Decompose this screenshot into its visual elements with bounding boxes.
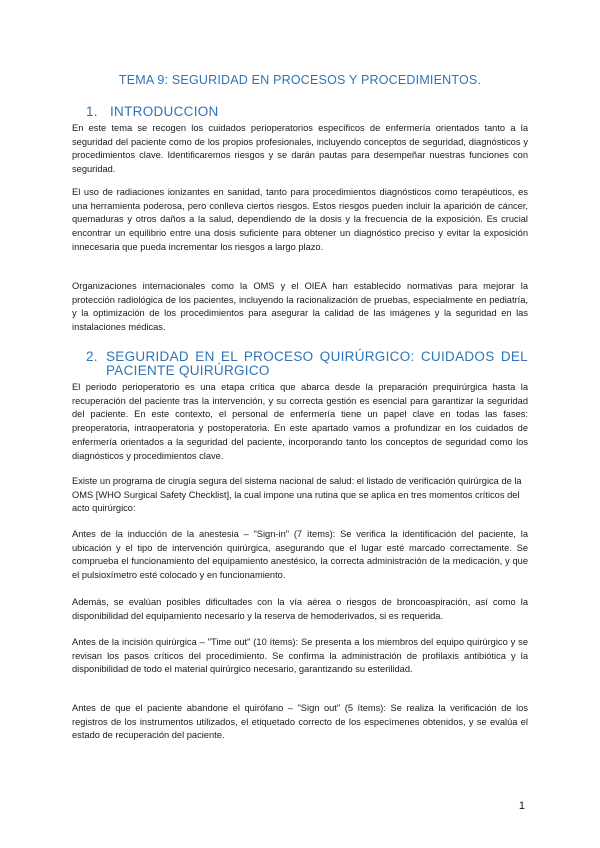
paragraph: En este tema se recogen los cuidados perioperatorios específicos de enfermería orientados tanto a la seguridad del paciente como de los propios profesionales, incluyendo conceptos de seguridad, diagnósticos y procedimientos clave. Identificaremos riesgos y se darán pautas para desempeñar nuestras funciones con seguridad. xyxy=(72,123,528,175)
section-heading-line1: SEGURIDAD EN EL PROCESO QUIRÚRGICO: CUIDADOS DEL xyxy=(106,349,528,364)
section-number: 1. xyxy=(86,104,98,119)
page-number: 1 xyxy=(518,800,525,812)
section-number: 2. xyxy=(86,349,98,364)
section-heading-line1-row xyxy=(86,350,528,364)
section-heading-line2: PACIENTE QUIRÚRGICO xyxy=(106,363,270,378)
paragraph: Existe un programa de cirugía segura del sistema nacional de salud: el listado de verificación quirúrgica de la OMS [WHO Surgical Safety Checklist], la cual impone una rutina que se aplica en tres momentos críticos del acto quirúrgico: xyxy=(72,476,522,514)
section-heading-introduccion xyxy=(86,105,528,119)
paragraph: Antes de que el paciente abandone el quirófano – "Sign out" (5 ítems): Se realiza la verificación de los registros de los instrumentos utilizados, el etiquetado correcto de los especímenes obtenidos, y se evalúa el estado de recuperación del paciente. xyxy=(72,703,528,741)
paragraph: El uso de radiaciones ionizantes en sanidad, tanto para procedimientos diagnósticos como terapéuticos, es una herramienta poderosa, pero conlleva ciertos riesgos. Estos riesgos pueden incluir la aparición de cáncer, quemaduras y otros daños a la salud, dependiendo de la dosis y la frecuencia de la exposición. Es crucial encontrar un equilibrio entre una dosis suficiente para obtener un diagnóstico preciso y evitar la exposición innecesaria que pueda incrementar los riesgos a largo plazo. xyxy=(72,187,528,252)
section-heading-text: INTRODUCCION xyxy=(110,104,219,119)
paragraph: Antes de la incisión quirúrgica – "Time out" (10 ítems): Se presenta a los miembros del equipo quirúrgico y se revisan los pasos críticos del procedimiento. Se confirma la administración de profilaxis antibiótica y la disponibilidad de todo el material quirúrgico necesario, garantizando su esterilidad. xyxy=(72,637,528,675)
document-title: TEMA 9: SEGURIDAD EN PROCESOS Y PROCEDIMIENTOS. xyxy=(118,73,482,87)
paragraph: Además, se evalúan posibles dificultades con la vía aérea o riesgos de broncoaspiración, así como la disponibilidad del equipamiento necesario y la reserva de hemoderivados, si es requerida. xyxy=(72,597,528,621)
paragraph: Organizaciones internacionales como la OMS y el OIEA han establecido normativas para mejorar la protección radiológica de los pacientes, incluyendo la racionalización de pruebas, especialmente en pediatría, y la optimización de los procedimientos para asegurar la calidad de las imágenes y la seguridad en las instalaciones médicas. xyxy=(72,281,528,333)
paragraph: El periodo perioperatorio es una etapa crítica que abarca desde la preparación prequirúrgica hasta la recuperación del paciente tras la intervención, y su correcta gestión es esencial para garantizar la seguridad del paciente. En este contexto, el personal de enfermería tiene un papel clave en todas las fases: preoperatoria, intraoperatoria y postoperatoria. En este apartado vamos a profundizar en los cuidados de enfermería orientados a la seguridad del paciente, incorporando tanto los conceptos de seguridad como los diagnósticos y procedimientos clave. xyxy=(72,382,528,461)
section-heading-seguridad xyxy=(86,350,528,378)
paragraph: Antes de la inducción de la anestesia – "Sign-in" (7 ítems): Se verifica la identificación del paciente, la ubicación y el tipo de intervención quirúrgica, asegurando que el lugar esté marcado correctamente. Se comprueba el funcionamiento del equipamiento anestésico, la correcta administración de la medicación, y que el pulsioxímetro esté colocado y en funcionamiento. xyxy=(72,529,528,581)
